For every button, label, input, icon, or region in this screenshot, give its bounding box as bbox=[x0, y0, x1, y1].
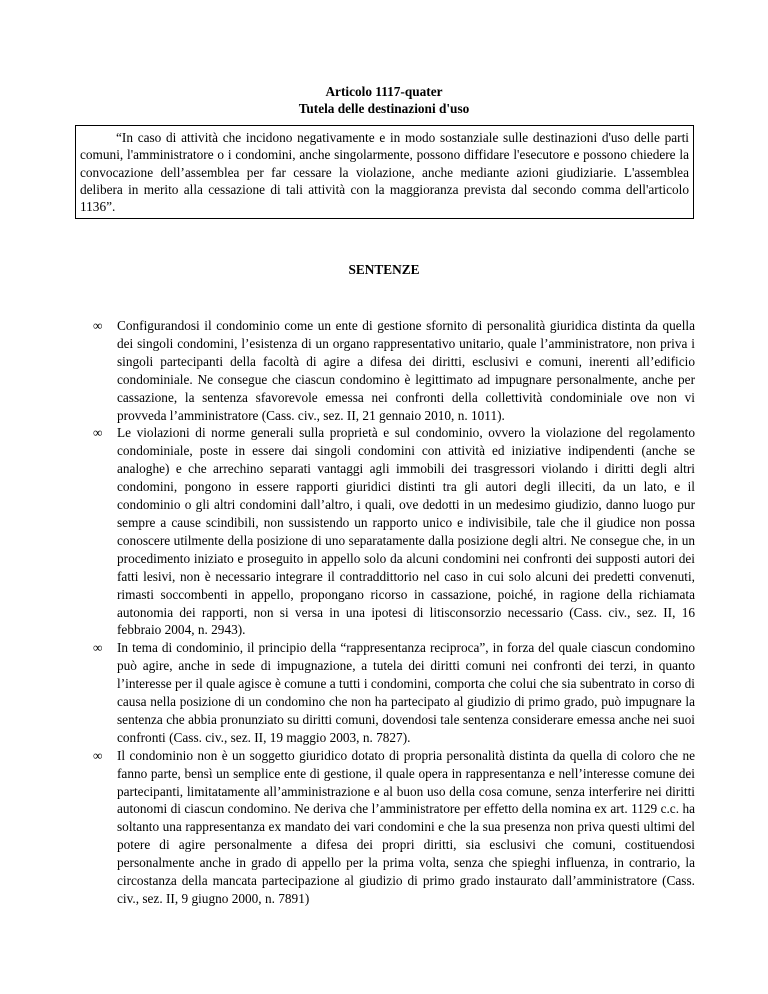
article-title: Articolo 1117-quater bbox=[325, 84, 443, 99]
list-item bbox=[0, 424, 768, 639]
infinity-bullet-icon: ∞ bbox=[93, 640, 103, 656]
sentence-text: Le violazioni di norme generali sulla proprietà e sul condominio, ovvero la violazione del regolamento condominiale, poste in essere dai singoli condomini con attività ed iniziative indipendenti (anche se analoghe) e che arrechino separati vantaggi agli immobili dei trasgressori violando i diritti degli altri condomini, pongono in essere rapporti giuridici distinti tra gli autori degli illeciti, da un lato, e il condominio o gli altri condomini dall’altro, i quali, ove dedotti in un medesimo giudizio, danno luogo pur sempre a cause scindibili, non sussistendo un rapporto unico e indivisibile, tale che il giudice non possa conoscere utilmente della posizione di uno separatamente dalla posizione degli altri. Ne consegue che, in un procedimento iniziato e proseguito in appello solo da alcuni condomini nei confronti dei supposti autori dei fatti lesivi, non è necessario integrare il contraddittorio nel caso in cui solo alcuni dei predetti convenuti, rimasti soccombenti in appello, propongano ricorso in cassazione, poiché, in ragione della richiamata autonomia dei rapporti, non si versa in una ipotesi di litisconsorzio necessario (Cass. civ., sez. II, 16 febbraio 2004, n. 2943). bbox=[117, 425, 695, 638]
sentence-text: Configurandosi il condominio come un ente di gestione sfornito di personalità giuridica distinta da quella dei singoli condomini, l’esistenza di un organo rappresentativo unitario, quale l’amministratore, non priva i singoli partecipanti della facoltà di agire a difesa dei diritti, esclusivi e comuni, inerenti all’edificio condominiale. Ne consegue che ciascun condomino è legittimato ad impugnare personalmente, anche per cassazione, la sentenza sfavorevole emessa nei confronti della collettività condominiale ove non vi provveda l’amministratore (Cass. civ., sez. II, 21 gennaio 2010, n. 1011). bbox=[117, 318, 695, 423]
sentence-text: In tema di condominio, il principio della “rappresentanza reciproca”, in forza del quale ciascun condomino può agire, anche in sede di impugnazione, a tutela dei diritti comuni nei confronti dei terzi, in quanto l’interesse per il quale agisce è comune a tutti i condomini, comporta che colui che sia subentrato in corso di causa nella posizione di un condomino che non ha partecipato al giudizio di primo grado, può impugnare la sentenza che abbia pronunziato su diritti comuni, dovendosi tale sentenza considerare emessa anche nei suoi confronti (Cass. civ., sez. II, 19 maggio 2003, n. 7827). bbox=[117, 640, 695, 745]
infinity-bullet-icon: ∞ bbox=[93, 425, 103, 441]
section-heading: SENTENZE bbox=[348, 262, 420, 277]
infinity-bullet-icon: ∞ bbox=[93, 747, 103, 763]
sentences-list bbox=[0, 317, 768, 908]
list-item bbox=[0, 747, 768, 908]
infinity-bullet-icon: ∞ bbox=[93, 318, 103, 333]
sentence-text: Il condominio non è un soggetto giuridico dotato di propria personalità distinta da quella di coloro che ne fanno parte, bensì un semplice ente di gestione, il quale opera in rappresentanza e nell’interesse comune dei partecipanti, limitatamente all’amministrazione e al buon uso della cosa comune, senza interferire nei diritti autonomi di ciascun condomino. Ne deriva che l’amministratore per effetto della nomina ex art. 1129 c.c. ha soltanto una rappresentanza ex mandato dei vari condomini e che la sua presenza non priva questi ultimi del potere di agire personalmente a difesa dei propri diritti, sia esclusivi che comuni, costituendosi personalmente anche in grado di appello per la prima volta, senza che spieghi influenza, in contrario, la circostanza della mancata partecipazione al giudizio di primo grado instaurato dall’amministratore (Cass. civ., sez. II, 9 giugno 2000, n. 7891) bbox=[117, 747, 695, 906]
article-subtitle: Tutela delle destinazioni d'uso bbox=[298, 101, 470, 116]
list-item bbox=[0, 639, 768, 746]
article-quote-box: “In caso di attività che incidono negativamente e in modo sostanziale sulle destinazioni d'uso delle parti comuni, l'amministratore o i condomini, anche singolarmente, possono diffidare l'esecutore e possono chiedere la convocazione dell’assemblea per far cessare la violazione, anche mediante azioni giudiziarie. L'assemblea delibera in merito alla cessazione di tali attività con la maggioranza prevista dal secondo comma dell'articolo 1136”. bbox=[75, 125, 694, 219]
list-item bbox=[0, 317, 768, 424]
